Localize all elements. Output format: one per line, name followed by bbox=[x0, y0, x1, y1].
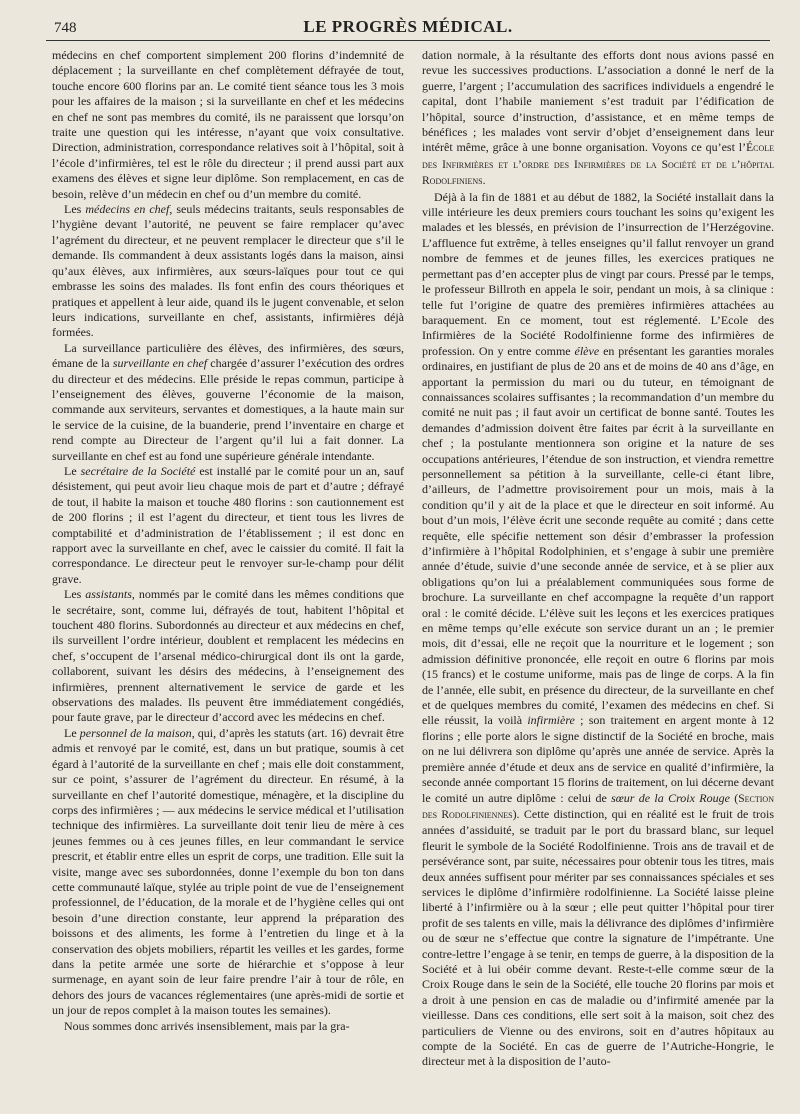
running-title: LE PROGRÈS MÉDICAL. bbox=[303, 17, 513, 36]
paragraph-text: . bbox=[482, 173, 486, 188]
paragraph-text: La surveillance particulière des élèves, des infirmières, des sœurs, émane de la bbox=[52, 340, 404, 371]
emphasis-text: assistants bbox=[85, 587, 132, 602]
paragraph-text: Nous sommes donc arrivés insensiblement, mais par la gra- bbox=[64, 1018, 350, 1033]
paragraph-text: dation normale, à la résultante des efforts dont nous avions passé en revue les successives productions. L’association a donné le nerf de la guerre, l’argent ; l’accumulation des sacrifices individuels a engendré le capital, dont l’habile maniement s’est traduit par l’édification de l’hôpital, source d’instruction, d’assistance, et en même temps de bénéfices ; les malades vont servir d’objet d’enseignement dans leur intérêt même, grâce à une bonne organisation. Voyons ce qu’est l’ bbox=[422, 48, 774, 155]
paragraph bbox=[52, 202, 404, 341]
paragraph-text: ( bbox=[729, 790, 739, 805]
left-column bbox=[52, 48, 404, 1106]
emphasis-text: sœur de la Croix Rouge bbox=[611, 790, 730, 805]
paragraph-text: Les bbox=[64, 202, 86, 217]
paragraph-text: en présentant les garanties morales ordinaires, en justifiant de plus de 20 ans et de moins de 40 ans d’âge, en apportant la permission du mari ou du tuteur, en témoignant de connaissances scolaires suffisantes ; la recommandation d’un membre du comité ne nuit pas ; il faut avoir un certificat de bonne santé. Toutes les demandes d’admission doivent être faites par écrit à la surveillante en chef ; la postulante mentionnera son origine et la nature de ses occupations antérieures, l’étendue de son instruction, et viendra remettre personnellement sa pétition à la surveillante, celle-ci étant libre, d’ailleurs, de l’admettre provisoirement pour un mois, mais à la condition qu’il y ait de la place et que le directeur en soit informé. Au bout d’un mois, l’élève écrit une seconde requête au comité ; dans cette requête, elle spécifie nettement son désir d’embrasser la profession d’infirmière à l’hôpital Rodolphinien, et s’engage à subir une première année d’étude, suivie d’une seconde année de service, et à se plier aux obligations qu’on lui a préalablement communiquées sous forme de brochure. La surveillante en chef accompagne la requête d’un rapport oral : le comité décide. L’élève suit les leçons et les exercices pratiques en même temps qu’elle exécute son service durant un an ; le premier mois, dit d’essai, elle ne reçoit que la nourriture et le logement ; son admission définitive prononcée, elle reçoit en outre 6 florins par mois (15 francs) et le costume uniforme, mais pas de linge de corps. A la fin de l’année, elle subit, en présence du directeur, de la surveillante en chef et de quelques membres du comité, l’examen des médecins en chef. Si elle réussit, la voilà bbox=[422, 343, 774, 728]
emphasis-text: personnel de la maison bbox=[79, 725, 192, 740]
page-number: 748 bbox=[54, 20, 77, 36]
paragraph-text: Les bbox=[64, 587, 86, 602]
paragraph-text: est installé par le comité pour un an, sauf désistement, qui peut avoir lieu chaque mois de part et d’autre ; défrayé de tout, il habite la maison et touche 480 florins : son cautionnement est de 200 florins ; il est l’agent du directeur, et tient tous les livres de comptabilité et d’administration de l’établissement ; il est donc en rapport avec la surveillante en chef, avec le caissier du comité. Il fait la correspondance. Le directeur peut le renvoyer sur-le-champ pour délit grave. bbox=[52, 463, 404, 586]
paragraph-text: , nommés par le comité dans les mêmes conditions que le secrétaire, sont, comme lui, défrayés de tout, habitent l’hôpital et touchent 480 florins. Subordonnés au directeur et aux médecins en chef, ils surveillent l’ordre intérieur, doublent et remplacent les médecins en chef, s’occupent de l’arsenal médico-chirurgical dont ils ont la garde, collaborent, suivant les désirs des médecins, à l’enseignement des infirmières, prennent alternativement le service de garde et les observations des malades. Ils peuvent être immédiatement congédiés, pour faute grave, par le directeur d’accord avec les médecins en chef. bbox=[52, 587, 404, 725]
paragraph-text: ). Cette distinction, qui en réalité est le fruit de trois années d’assiduité, se traduit par le port du brassard blanc, sur lequel fleurit le symbole de la Société Rodolfinienne. Trois ans de travail et de persévérance sont, par suite, nécessaires pour obtenir tous les titres, mais deux années suffisent pour mériter par ses connaissances spéciales et ses services le diplôme d’infirmière rodolfinienne. La Société laisse pleine liberté à l’infirmière ou à la sœur ; elle peut quitter l’hôpital pour tirer profit de ses talents en ville, mais la délivrance des diplômes d’infirmière ou de sœur ne s’effectue que contre la signature de l’impétrante. Une contre-lettre l’engage à se tenir, en temps de guerre, à la disposition de la Société et à lui obéir comme devant. Reste-t-elle comme sœur de la Croix Rouge dans le sein de la Société, elle touche 20 florins par mois et a droit à une pension en cas de maladie ou d’infirmité amenée par la vieillesse. Dans ces conditions, elle sert soit à la maison, soit chez des particuliers de Vienne ou des environs, soit en d’autres hôpitaux au compte de la Société. En cas de guerre de l’Autriche-Hongrie, le directeur met à la disposition de l’auto- bbox=[422, 806, 774, 1069]
page-header bbox=[46, 14, 770, 41]
paragraph-text: , seuls médecins traitants, seuls responsables de l’hygiène devant l’autorité, ne peuvent se faire remplacer qu’avec l’agrément du directeur, et ne peuvent remplacer le directeur que s’il le demande. Ils commandent à deux assistants logés dans la maison, ainsi qu’aux élèves, aux infirmières, aux sœurs-laïques pour tout ce qui embrasse les soins des malades. Ils font enfin des cours théoriques et pratiques et appellent à leur aide, quand ils le jugent convenable, et selon leurs indications, surveillante en chef, assistants, infirmières déjà formées. bbox=[52, 202, 404, 340]
small-caps-text: École des Infirmières et l’ordre des Infirmières de la Société et de l’hôpital Rodolfiniens bbox=[422, 142, 774, 188]
right-column bbox=[422, 48, 774, 1106]
emphasis-text: surveillante en chef bbox=[112, 356, 208, 371]
small-caps-text: Section des Rodolfiniennes bbox=[422, 792, 774, 821]
paragraph bbox=[52, 587, 404, 726]
paragraph-text: Le bbox=[64, 463, 81, 478]
paragraph-text: , qui, d’après les statuts (art. 16) devrait être admis et renvoyé par le comité, est, dans un but pratique, soumis à cet égard à l’autorité de la surveillante en chef ; mais elle doit constamment, sur ce point, s’assurer de l’agrément du directeur. En résumé, à la surveillante en chef l’autorité domestique, ménagère, et la discipline du corps des infirmières ; — aux médecins le service médical et l’utilisation technique des infirmières. La surveillante doit tenir lieu de mère à ces jeunes femmes ou à ces jeunes filles, en leur commandant le service prescrit, et établir entre elles un esprit de corps, une tradition. Elle suit la visite, mange avec ses subordonnées, donne l’exemple du bon ton dans cette communauté laïque, stylée au triple point de vue de l’enseignement professionnel, de l’éducation, de la morale et de l’hygiène celles qui ont besoin d’une direction constante, leur apprend la préparation des boissons et des aliments, les forme à l’entretien du linge et à la conservation des objets mobiliers, répartit les veilles et les gardes, forme dans la petite armée une sorte de hiérarchie et s’oppose à leur surmenage, en ayant soin de leur faire prendre l’air à tour de rôle, en dehors des jours de vacances réglementaires (une après-midi de sortie et un jour de repos complet à la maison toutes les semaines). bbox=[52, 725, 404, 1018]
paragraph bbox=[422, 190, 774, 1070]
paragraph-text: Le bbox=[64, 725, 80, 740]
paragraph-text: chargée d’assurer l’exécution des ordres du directeur et des médecins. Elle préside le repas commun, participe à l’enseignement des élèves, gouverne l’économie de la maison, commande aux serviteurs, servantes et domestiques, a la haute main sur le service de la cuisine, de la buanderie, prend l’inventaire en charge et rend compte au Directeur de l’argent qu’il lui a fait donner. La surveillante en chef est au fond une supérieure générale intendante. bbox=[52, 356, 404, 463]
paragraph bbox=[52, 341, 404, 464]
paragraph bbox=[52, 48, 404, 202]
paragraph-text: ; son traitement en argent monte à 12 florins ; elle porte alors le signe distinctif de la Société en broche, mais on ne lui délivrera son diplôme qu’après une année de service. Après la première année d’étude et deux ans de service en qualité d’infirmière, la seconde année comportant 15 florins de traitement, on lui décerne devant le comité un autre diplôme : celui de bbox=[422, 713, 774, 805]
paragraph bbox=[52, 726, 404, 1019]
paragraph bbox=[422, 48, 774, 190]
emphasis-text: médecins en chef bbox=[85, 202, 170, 217]
paragraph-text: médecins en chef comportent simplement 200 florins d’indemnité de déplacement ; la surveillante en chef complètement défrayée de tout, touche encore 600 florins par an. Le comité tient séance tous les 3 mois pour les affaires de la maison ; si la surveillante en chef et les médecins en chef ne sont pas membres du comité, ils ne paraissent que lorsqu’on traite une question qui les intéresse, n’ayant que voix consultative. Direction, administration, correspondance relatives soit à l’hôpital, soit à l’école d’infirmières, tel est le rôle du directeur ; il prend aussi part aux examens des élèves et signe leur diplôme. Son remplacement, en cas de besoin, relève d’un médecin en chef ou d’un membre du comité. bbox=[52, 48, 404, 201]
paragraph bbox=[52, 464, 404, 587]
emphasis-text: élève bbox=[574, 343, 600, 358]
emphasis-text: secrétaire de la Société bbox=[80, 463, 196, 478]
paragraph-text: Déjà à la fin de 1881 et au début de 1882, la Société installait dans la ville intérieure les deux premiers cours touchant les soins qu’exigent les malades et les blessés, en prévision de l’insurrection de l’Herzégovine. L’affluence fut extrême, à telles enseignes qu’il fallut renvoyer un grand nombre de femmes et de jeunes filles, les exercices pratiques ne permettant pas d’en accepter plus de vingt par cours. Pressé par le temps, le professeur Billroth en appela le soir, pendant un mois, à sa clinique : telle fut l’origine de quatre des premières infirmières attachées au baraquement. En ce moment, tout est réglementé. L’Ecole des Infirmières de la Société Rodolfinienne forme des infirmières de profession. On y entre comme bbox=[422, 189, 774, 358]
emphasis-text: infirmière bbox=[527, 713, 575, 728]
paragraph bbox=[52, 1019, 404, 1034]
